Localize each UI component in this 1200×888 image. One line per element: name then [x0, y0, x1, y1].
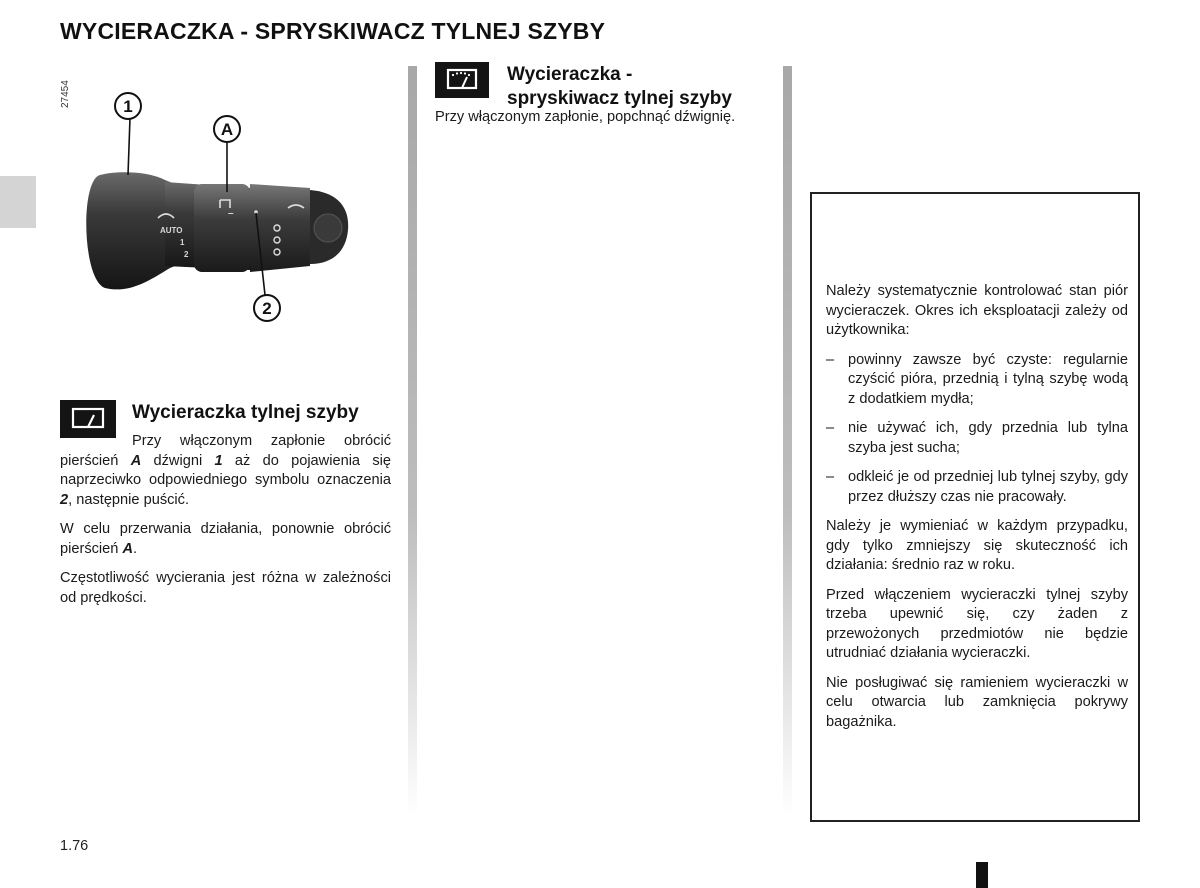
note-bullet: – powinny zawsze być czyste: regularnie czyścić pióra, przednią i tylną szybę wodą z dodatkiem mydła; — [826, 351, 1128, 407]
section-tab — [0, 176, 36, 228]
column-divider-left — [408, 66, 417, 816]
rear-washer-text: Przy włączonym zapłonie, popchnąć dźwignię. — [435, 109, 736, 125]
ring-a — [194, 184, 250, 272]
callout-a — [214, 116, 240, 142]
rear-wiper-heading: Wycieraczka tylnej szyby — [132, 402, 359, 423]
callout-2-label: 2 — [262, 299, 272, 318]
auto-label: AUTO — [160, 226, 183, 235]
speed-2-label: 2 — [184, 250, 189, 259]
rear-wiper-paragraph-1: Przy włączonym zapłonie obrócić pierścień A dźwigni 1 aż do pojawienia się naprzeciwko odpowiedniego symbolu oznaczenia 2, następnie puścić. — [60, 433, 391, 508]
note-bullet: – nie używać ich, gdy przednia lub tylna szyba jest sucha; — [826, 420, 1128, 456]
callout-1-label: 1 — [123, 97, 133, 116]
figure-code: 27454 — [60, 80, 71, 108]
rear-washer-icon — [435, 62, 489, 98]
note-bullet: – odkleić je od przedniej lub tylnej szyby, gdy przez dłuższy czas nie pracowały. — [826, 469, 1128, 505]
note-paragraph-3: Przed włączeniem wycieraczki tylnej szyby trzeba upewnić się, czy żaden z przewożonych przedmiotów nie będzie utrudniać działania wycieraczki. — [826, 586, 1128, 661]
wiper-stalk-illustration — [60, 80, 405, 340]
note-intro: Należy systematycznie kontrolować stan piór wycieraczek. Okres ich eksploatacji zależy od użytkownika: — [826, 283, 1128, 338]
note-box — [810, 192, 1140, 822]
callout-a-label: A — [220, 120, 234, 139]
note-paragraph-4: Nie posługiwać się ramieniem wycieraczki w celu otwarcia lub zamknięcia pokrywy bagażnika. — [826, 674, 1128, 730]
page-edge-marker — [976, 862, 988, 888]
rear-wiper-text — [60, 432, 391, 618]
rear-wiper-paragraph-3: Częstotliwość wycierania jest różna w zależności od prędkości. — [60, 570, 391, 606]
speed-1-label: 1 — [180, 238, 185, 247]
rear-wiper-paragraph-2: W celu przerwania działania, ponownie obrócić pierścień A. — [60, 521, 391, 557]
page-title: WYCIERACZKA - SPRYSKIWACZ TYLNEJ SZYBY — [60, 18, 606, 44]
dash-label: – — [228, 208, 234, 219]
note-paragraph-2: Należy je wymieniać w każdym przypadku, gdy tylko zmniejszy się skuteczność ich działania: średnio raz w roku. — [826, 518, 1128, 573]
column-divider-right — [783, 66, 792, 816]
callout-1 — [115, 93, 141, 119]
callout-2 — [254, 295, 280, 321]
rear-washer-heading: Wycieraczka - spryskiwacz tylnej szyby — [507, 64, 732, 109]
page-number: 1.76 — [60, 838, 89, 854]
note-text — [826, 282, 1128, 742]
